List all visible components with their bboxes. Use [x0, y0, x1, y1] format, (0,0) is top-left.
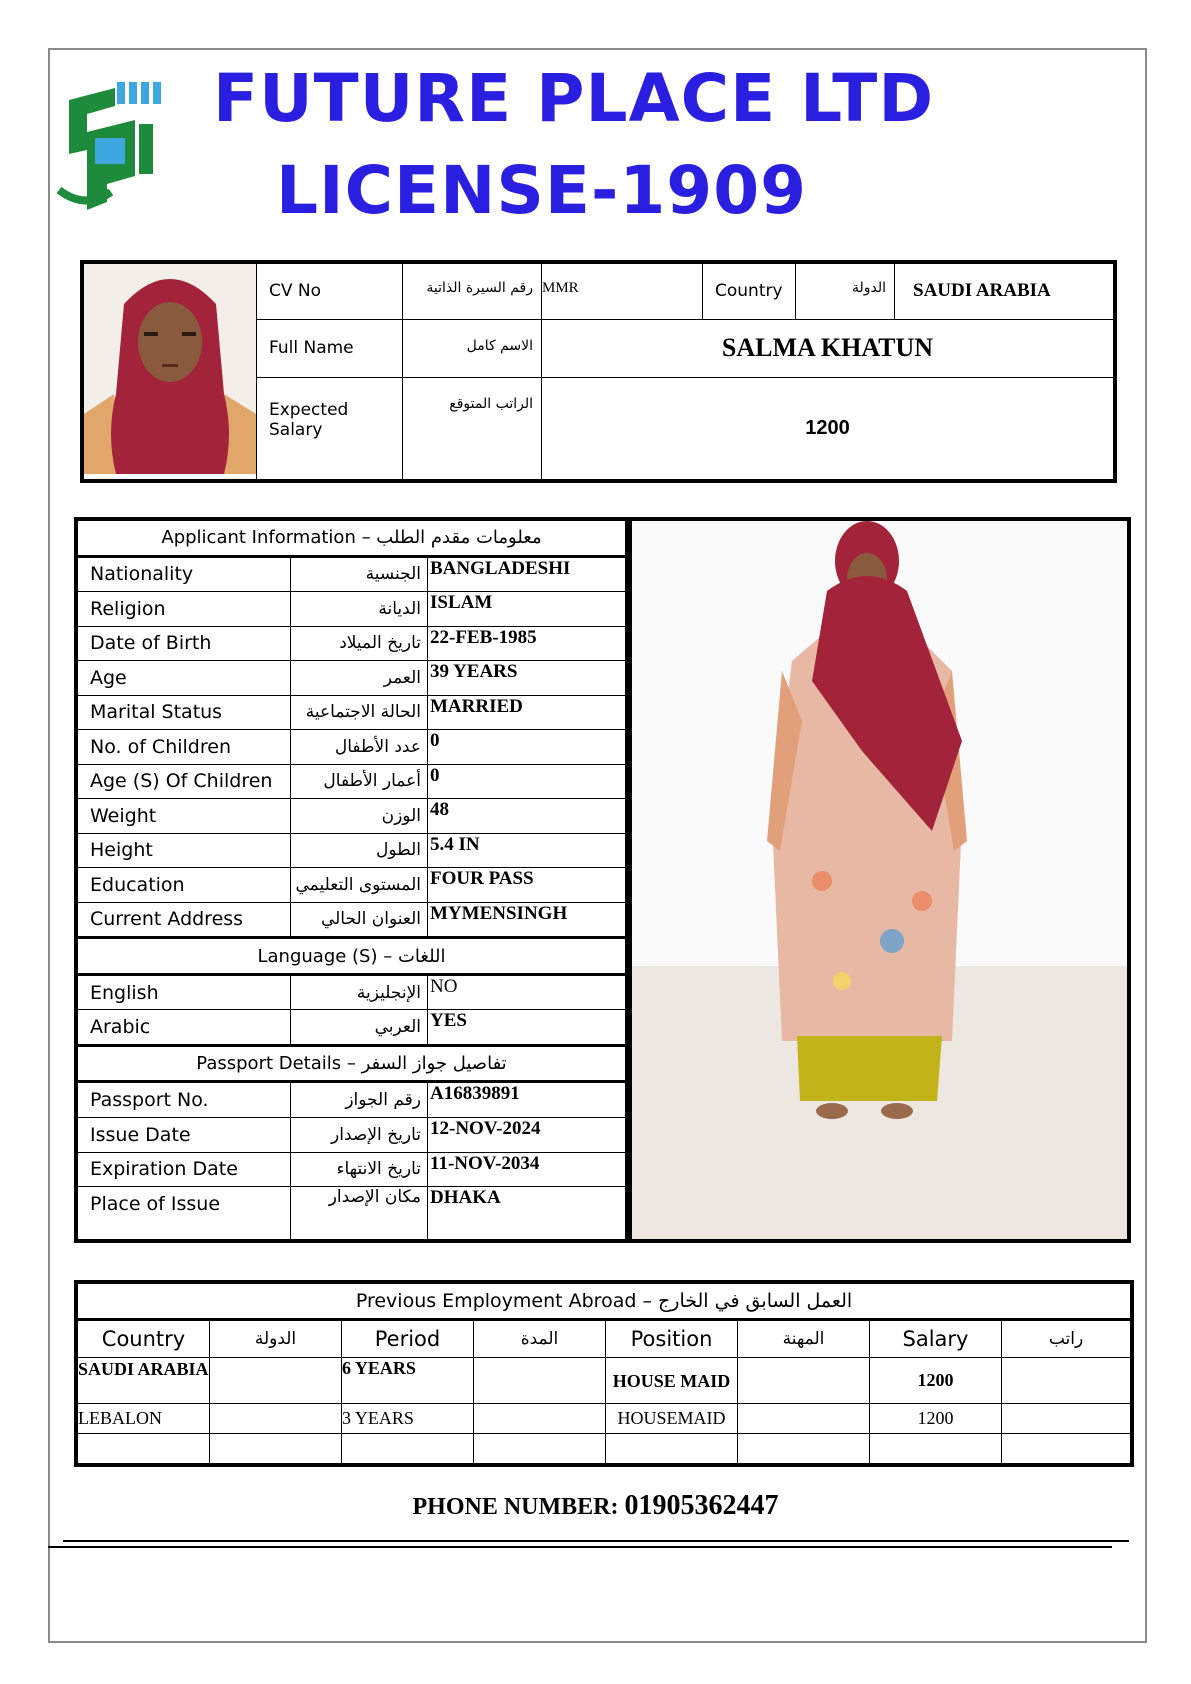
header-table	[80, 260, 1117, 483]
children-age-label-ar: أعمار الأطفال	[291, 764, 428, 799]
dob-label-ar: تاريخ الميلاد	[291, 626, 428, 661]
english-value: NO	[428, 974, 628, 1010]
height-label-ar: الطول	[291, 833, 428, 868]
nationality-label: Nationality	[76, 556, 291, 592]
applicant-info-title: Applicant Information – معلومات مقدم الطلب	[76, 519, 627, 556]
weight-label: Weight	[76, 799, 291, 834]
country-label: Country	[703, 262, 796, 319]
arabic-label: Arabic	[76, 1010, 291, 1046]
info-row	[76, 868, 627, 903]
info-row	[76, 902, 627, 938]
english-label: English	[76, 974, 291, 1010]
info-row	[76, 695, 627, 730]
salary-label-ar: الراتب المتوقع	[403, 377, 542, 481]
arabic-label-ar: العربي	[291, 1010, 428, 1046]
issue-date-label-ar: تاريخ الإصدار	[291, 1118, 428, 1153]
employment-table	[74, 1280, 1134, 1467]
nationality-value: BANGLADESHI	[428, 556, 628, 592]
info-row	[76, 799, 627, 834]
cv-no-label: CV No	[257, 262, 403, 319]
age-value: 39 YEARS	[428, 661, 628, 696]
col-position: Position	[606, 1320, 738, 1358]
language-row	[76, 974, 627, 1010]
applicant-info-table	[74, 517, 629, 1243]
expiration-date-value: 11-NOV-2034	[428, 1152, 628, 1187]
children-count-value: 0	[428, 730, 628, 765]
expiration-date-label-ar: تاريخ الانتهاء	[291, 1152, 428, 1187]
col-salary: Salary	[870, 1320, 1002, 1358]
religion-value: ISLAM	[428, 592, 628, 627]
info-row	[76, 764, 627, 799]
company-license: LICENSE-1909	[276, 152, 808, 229]
country-label-ar: الدولة	[796, 262, 895, 319]
age-label-ar: العمر	[291, 661, 428, 696]
address-label-ar: العنوان الحالي	[291, 902, 428, 938]
nationality-label-ar: الجنسية	[291, 556, 428, 592]
passport-row	[76, 1118, 627, 1153]
salary-label: Expected Salary	[257, 377, 403, 481]
col-position-ar: المهنة	[738, 1320, 870, 1358]
passport-no-label: Passport No.	[76, 1082, 291, 1118]
info-row	[76, 730, 627, 765]
children-count-label-ar: عدد الأطفال	[291, 730, 428, 765]
country-value: SAUDI ARABIA	[895, 262, 1116, 319]
company-name: FUTURE PLACE LTD	[213, 60, 935, 137]
religion-label-ar: الديانة	[291, 592, 428, 627]
language-row	[76, 1010, 627, 1046]
weight-label-ar: الوزن	[291, 799, 428, 834]
emp-country: SAUDI ARABIA	[76, 1358, 210, 1404]
weight-value: 48	[428, 799, 628, 834]
employment-row-empty	[76, 1434, 1132, 1466]
full-body-photo	[628, 517, 1131, 1243]
languages-title: Language (S) – اللغات	[76, 938, 627, 975]
portrait-cell	[82, 262, 257, 481]
emp-period: 6 YEARS	[342, 1358, 474, 1404]
education-value: FOUR PASS	[428, 868, 628, 903]
dob-value: 22-FEB-1985	[428, 626, 628, 661]
children-count-label: No. of Children	[76, 730, 291, 765]
emp-period: 3 YEARS	[342, 1404, 474, 1434]
divider	[63, 1540, 1129, 1542]
employment-row	[76, 1404, 1132, 1434]
marital-status-label: Marital Status	[76, 695, 291, 730]
info-row	[76, 592, 627, 627]
address-value: MYMENSINGH	[428, 902, 628, 938]
divider	[48, 1546, 1112, 1548]
religion-label: Religion	[76, 592, 291, 627]
passport-row	[76, 1082, 627, 1118]
portrait-photo	[84, 264, 256, 474]
full-body-figure	[632, 521, 1127, 1239]
marital-status-value: MARRIED	[428, 695, 628, 730]
education-label-ar: المستوى التعليمي	[291, 868, 428, 903]
place-of-issue-label-ar: مكان الإصدار	[291, 1187, 428, 1241]
marital-status-label-ar: الحالة الاجتماعية	[291, 695, 428, 730]
age-label: Age	[76, 661, 291, 696]
info-row	[76, 556, 627, 592]
cv-no-label-ar: رقم السيرة الذاتية	[403, 262, 542, 319]
company-logo	[55, 80, 165, 215]
col-country: Country	[76, 1320, 210, 1358]
full-name-label-ar: الاسم كامل	[403, 319, 542, 377]
dob-label: Date of Birth	[76, 626, 291, 661]
education-label: Education	[76, 868, 291, 903]
emp-salary: 1200	[870, 1404, 1002, 1434]
address-label: Current Address	[76, 902, 291, 938]
col-salary-ar: راتب	[1002, 1320, 1133, 1358]
arabic-value: YES	[428, 1010, 628, 1046]
employment-title: Previous Employment Abroad – العمل السابق في الخارج	[76, 1282, 1132, 1320]
height-label: Height	[76, 833, 291, 868]
info-row	[76, 833, 627, 868]
expiration-date-label: Expiration Date	[76, 1152, 291, 1187]
english-label-ar: الإنجليزية	[291, 974, 428, 1010]
passport-title: Passport Details – تفاصيل جواز السفر	[76, 1045, 627, 1082]
passport-no-label-ar: رقم الجواز	[291, 1082, 428, 1118]
issue-date-value: 12-NOV-2024	[428, 1118, 628, 1153]
place-of-issue-value: DHAKA	[428, 1187, 628, 1241]
phone-line	[0, 1490, 1191, 1522]
phone-number: 01905362447	[624, 1490, 779, 1521]
passport-row	[76, 1152, 627, 1187]
children-age-label: Age (S) Of Children	[76, 764, 291, 799]
height-value: 5.4 IN	[428, 833, 628, 868]
emp-position: HOUSEMAID	[606, 1404, 738, 1434]
passport-no-value: A16839891	[428, 1082, 628, 1118]
col-country-ar: الدولة	[210, 1320, 342, 1358]
phone-label: PHONE NUMBER:	[412, 1494, 619, 1520]
cv-no-value: MMR	[542, 262, 703, 319]
col-period: Period	[342, 1320, 474, 1358]
emp-position: HOUSE MAID	[606, 1358, 738, 1404]
employment-row	[76, 1358, 1132, 1404]
emp-country: LEBALON	[76, 1404, 210, 1434]
info-row	[76, 661, 627, 696]
place-of-issue-label: Place of Issue	[76, 1187, 291, 1241]
info-row	[76, 626, 627, 661]
passport-row	[76, 1187, 627, 1241]
full-name-label: Full Name	[257, 319, 403, 377]
full-name-value: SALMA KHATUN	[542, 319, 1116, 377]
issue-date-label: Issue Date	[76, 1118, 291, 1153]
children-age-value: 0	[428, 764, 628, 799]
col-period-ar: المدة	[474, 1320, 606, 1358]
emp-salary: 1200	[870, 1358, 1002, 1404]
salary-value: 1200	[542, 377, 1116, 481]
